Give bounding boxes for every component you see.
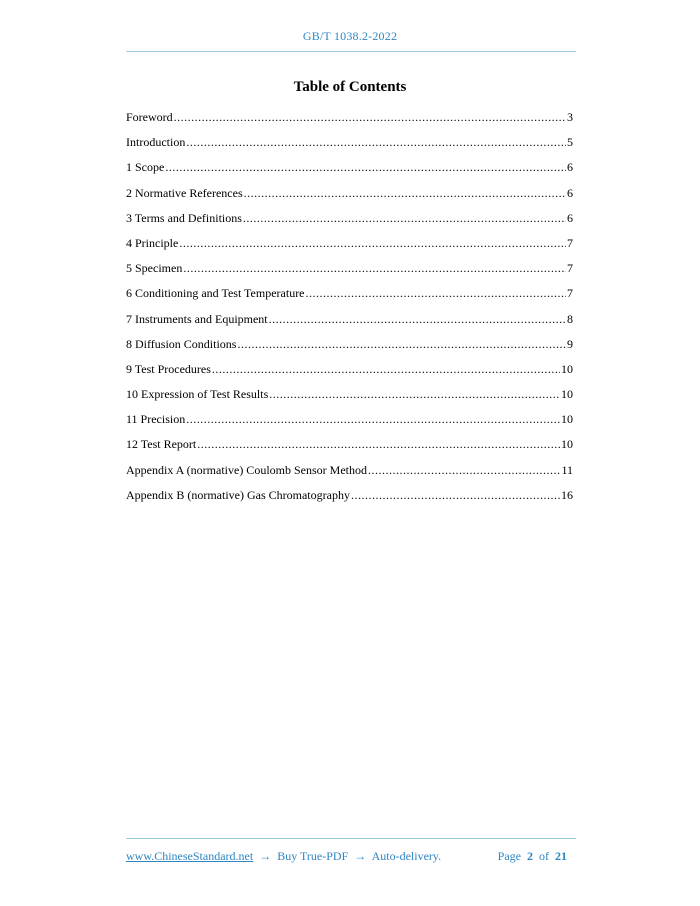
right-arrow-icon: →	[259, 849, 272, 863]
toc-entry-page: 8	[567, 311, 573, 326]
toc-entry-page: 10	[561, 387, 573, 402]
toc-dot-leader	[186, 411, 560, 427]
toc-dot-leader	[368, 462, 560, 478]
toc-entry-label: 7 Instruments and Equipment	[126, 311, 268, 326]
toc-entry-label: Appendix B (normative) Gas Chromatography	[126, 487, 350, 502]
toc-entry[interactable]	[126, 109, 573, 134]
toc-entry-page: 10	[561, 437, 573, 452]
toc-entry[interactable]	[126, 134, 573, 159]
toc-entry-label: 8 Diffusion Conditions	[126, 336, 237, 351]
toc-dot-leader	[179, 235, 566, 251]
buy-pdf-text: Buy True-PDF	[277, 849, 349, 863]
footer-links	[126, 849, 441, 864]
total-pages-number: 21	[555, 849, 567, 863]
toc-entry[interactable]	[126, 185, 573, 210]
toc-entry-label: 6 Conditioning and Test Temperature	[126, 286, 305, 301]
toc-entry-label: 12 Test Report	[126, 437, 197, 452]
toc-entry[interactable]	[126, 260, 573, 285]
toc-dot-leader	[243, 210, 566, 226]
toc-entry-label: 10 Expression of Test Results	[126, 387, 269, 402]
toc-entry-label: 4 Principle	[126, 235, 179, 250]
toc-list	[126, 109, 573, 512]
right-arrow-icon: →	[354, 849, 367, 863]
toc-dot-leader	[212, 361, 560, 377]
page-prefix: Page	[497, 849, 521, 863]
toc-entry[interactable]	[126, 411, 573, 436]
toc-entry-page: 6	[567, 160, 573, 175]
toc-entry-label: 5 Specimen	[126, 261, 183, 276]
toc-entry[interactable]	[126, 462, 573, 487]
website-link[interactable]: www.ChineseStandard.net	[126, 849, 254, 863]
toc-entry-label: 2 Normative References	[126, 185, 243, 200]
toc-entry[interactable]	[126, 386, 573, 411]
page-indicator	[498, 849, 570, 864]
toc-dot-leader	[186, 134, 566, 150]
toc-entry-label: 1 Scope	[126, 160, 165, 175]
toc-dot-leader	[269, 386, 560, 402]
toc-entry-label: Appendix A (normative) Coulomb Sensor Method	[126, 462, 367, 477]
page-of-label: of	[539, 849, 549, 863]
document-header-id: GB/T 1038.2-2022	[302, 29, 398, 43]
toc-dot-leader	[351, 487, 560, 503]
toc-dot-leader	[165, 159, 566, 175]
toc-entry-label: 3 Terms and Definitions	[126, 210, 242, 225]
toc-entry-page: 10	[561, 361, 573, 376]
toc-entry[interactable]	[126, 336, 573, 361]
toc-entry[interactable]	[126, 159, 573, 184]
toc-dot-leader	[197, 436, 560, 452]
toc-entry-page: 7	[567, 261, 573, 276]
toc-title: Table of Contents	[293, 79, 407, 95]
footer-divider	[126, 838, 576, 839]
toc-entry-label: 9 Test Procedures	[126, 361, 211, 376]
toc-entry-page: 10	[561, 412, 573, 427]
toc-entry-page: 3	[567, 110, 573, 124]
toc-dot-leader	[306, 285, 566, 301]
toc-entry-label: Foreword	[126, 110, 173, 124]
toc-dot-leader	[269, 311, 566, 327]
toc-entry[interactable]	[126, 210, 573, 235]
toc-entry-page: 6	[567, 185, 573, 200]
toc-entry-page: 16	[561, 487, 573, 502]
toc-entry[interactable]	[126, 487, 573, 512]
toc-entry[interactable]	[126, 285, 573, 310]
header-divider	[126, 51, 576, 52]
toc-entry-page: 7	[567, 286, 573, 301]
toc-dot-leader	[183, 260, 566, 276]
toc-entry-page: 6	[567, 210, 573, 225]
toc-entry[interactable]	[126, 235, 573, 260]
toc-entry[interactable]	[126, 436, 573, 461]
toc-entry-page: 9	[567, 336, 573, 351]
toc-entry[interactable]	[126, 311, 573, 336]
toc-entry-label: Introduction	[126, 135, 186, 150]
toc-dot-leader	[244, 185, 566, 201]
toc-dot-leader	[174, 109, 566, 125]
toc-entry-page: 11	[561, 462, 573, 477]
auto-delivery-text: Auto-delivery.	[371, 849, 442, 863]
current-page-number: 2	[527, 849, 533, 863]
toc-entry-label: 11 Precision	[126, 412, 186, 427]
toc-entry[interactable]	[126, 361, 573, 386]
toc-entry-page: 7	[567, 235, 573, 250]
toc-dot-leader	[237, 336, 566, 352]
toc-entry-page: 5	[567, 135, 573, 150]
